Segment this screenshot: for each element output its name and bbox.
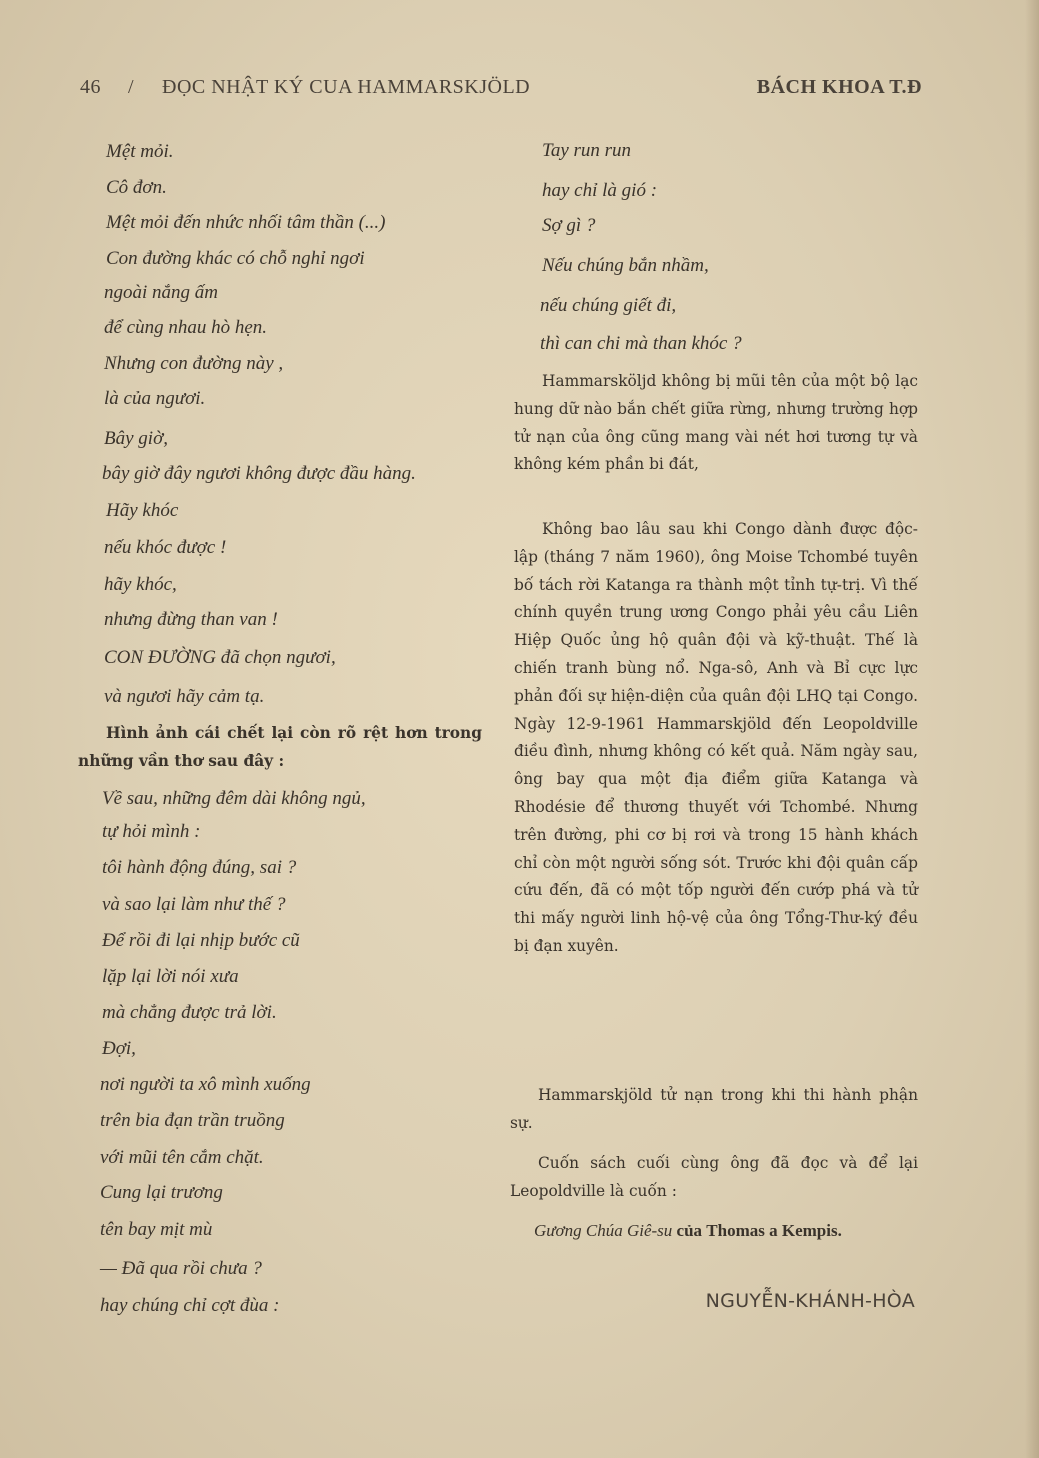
poem-line: nếu chúng giết đi, bbox=[540, 295, 677, 316]
poem-line: Cung lại trương bbox=[100, 1182, 223, 1203]
poem-line: Hãy khóc bbox=[106, 500, 179, 521]
poem-line: bây giờ đây ngươi không được đầu hàng. bbox=[102, 463, 416, 484]
running-header bbox=[80, 76, 922, 106]
poem-line: Con đường khác có chỗ nghỉ ngơi bbox=[106, 248, 365, 269]
left-prose bbox=[78, 720, 482, 776]
book-connector: của bbox=[676, 1221, 703, 1240]
right-prose-2 bbox=[514, 516, 918, 961]
poem-line: Sợ gì ? bbox=[542, 215, 596, 236]
poem-line: Mệt mỏi đến nhức nhối tâm thần (...) bbox=[106, 212, 386, 233]
poem-line: hay chỉ là gió : bbox=[542, 180, 658, 201]
poem-line: thì can chi mà than khóc ? bbox=[540, 333, 742, 354]
poem-line: là của ngươi. bbox=[104, 388, 206, 409]
poem-line: Để rồi đi lại nhịp bước cũ bbox=[102, 930, 300, 951]
poem-line: Về sau, những đêm dài không ngủ, bbox=[102, 788, 366, 809]
prose-text: Cuốn sách cuối cùng ông đã đọc và để lại Leopoldville là cuốn : bbox=[510, 1154, 918, 1200]
poem-line: Đợi, bbox=[102, 1038, 136, 1059]
poem-line: CON ĐƯỜNG đã chọn ngươi, bbox=[104, 647, 336, 668]
prose-text: Hammarsköljd không bị mũi tên của một bộ lạc hung dữ nào bắn chết giữa rừng, nhưng trường hợp tử nạn của ông cũng mang vài nét hơi tương tự và không kém phần bi đát, bbox=[514, 372, 918, 474]
poem-line: tự hỏi mình : bbox=[102, 821, 201, 842]
poem-line: tên bay mịt mù bbox=[100, 1219, 213, 1240]
running-title: ĐỌC NHẬT KÝ CUA HAMMARSKJÖLD bbox=[162, 76, 531, 98]
poem-line: trên bia đạn trần truồng bbox=[100, 1110, 285, 1131]
right-prose-4 bbox=[510, 1150, 918, 1206]
page-number: 46 bbox=[80, 76, 101, 98]
header-separator: / bbox=[128, 76, 135, 98]
poem-line: tôi hành động đúng, sai ? bbox=[102, 857, 297, 878]
poem-line: nhưng đừng than van ! bbox=[104, 609, 278, 630]
right-prose-3 bbox=[510, 1082, 918, 1138]
poem-line: để cùng nhau hò hẹn. bbox=[104, 317, 268, 338]
page-edge-shadow bbox=[1025, 0, 1039, 1458]
poem-line: hay chúng chỉ cợt đùa : bbox=[100, 1295, 280, 1316]
book-author: Thomas a Kempis. bbox=[706, 1221, 842, 1240]
poem-line: hãy khóc, bbox=[104, 574, 177, 595]
poem-line: Mệt mỏi. bbox=[106, 141, 174, 162]
poem-line: lặp lại lời nói xưa bbox=[102, 966, 239, 987]
author-signature: NGUYỄN-KHÁNH-HÒA bbox=[705, 1290, 915, 1312]
poem-line: — Đã qua rồi chưa ? bbox=[100, 1258, 262, 1279]
poem-line: ngoài nắng ấm bbox=[104, 282, 218, 303]
prose-text: Không bao lâu sau khi Congo dành được độc-lập (tháng 7 năm 1960), ông Moise Tchombé tuyên bố tách rời Katanga ra thành một tỉnh tự-trị. Vì thế chính quyền trung ương Congo phải yêu cầu Liên Hiệp Quốc ủng hộ quân đội và kỹ-thuật. Thế là chiến tranh bùng nổ. Nga-sô, Anh và Bỉ cực lực phản đối sự hiện-diện của quân đội LHQ tại Congo. Ngày 12-9-1961 Hammarskjöld đến Leopoldville điều đình, nhưng không có kết quả. Năm ngày sau, ông bay qua một địa điểm giữa Katanga và Rhodésie để thương thuyết với Tchombé. Nhưng trên đường, phi cơ bị rơi và trong 15 hành khách chỉ còn một người sống sót. Trước khi đội quân cấp cứu đến, đã có một tốp người đến cướp phá và tử thi mấy người linh hộ-vệ của ông Tổng-Thư-ký đều bị đạn xuyên. bbox=[514, 520, 918, 955]
magazine-name: BÁCH KHOA T.Đ bbox=[756, 76, 922, 98]
book-reference bbox=[510, 1217, 916, 1245]
left-prose-text: Hình ảnh cái chết lại còn rõ rệt hơn trong những vần thơ sau đây : bbox=[78, 724, 482, 770]
poem-line: mà chẳng được trả lời. bbox=[102, 1002, 277, 1023]
right-prose-1 bbox=[514, 368, 918, 479]
poem-line: Cô đơn. bbox=[106, 177, 167, 198]
poem-line: với mũi tên cắm chặt. bbox=[100, 1147, 264, 1168]
poem-line: nơi người ta xô mình xuống bbox=[100, 1074, 311, 1095]
poem-line: Bây giờ, bbox=[104, 428, 168, 449]
poem-line: Nếu chúng bắn nhầm, bbox=[542, 255, 709, 276]
poem-line: và sao lại làm như thế ? bbox=[102, 894, 286, 915]
poem-line: nếu khóc được ! bbox=[104, 537, 227, 558]
poem-line: Nhưng con đường này , bbox=[104, 353, 284, 374]
book-title: Gương Chúa Giê-su bbox=[534, 1221, 673, 1240]
poem-line: Tay run run bbox=[542, 140, 632, 161]
poem-line: và ngươi hãy cảm tạ. bbox=[104, 686, 265, 707]
prose-text: Hammarskjöld tử nạn trong khi thi hành phận sự. bbox=[510, 1086, 918, 1132]
